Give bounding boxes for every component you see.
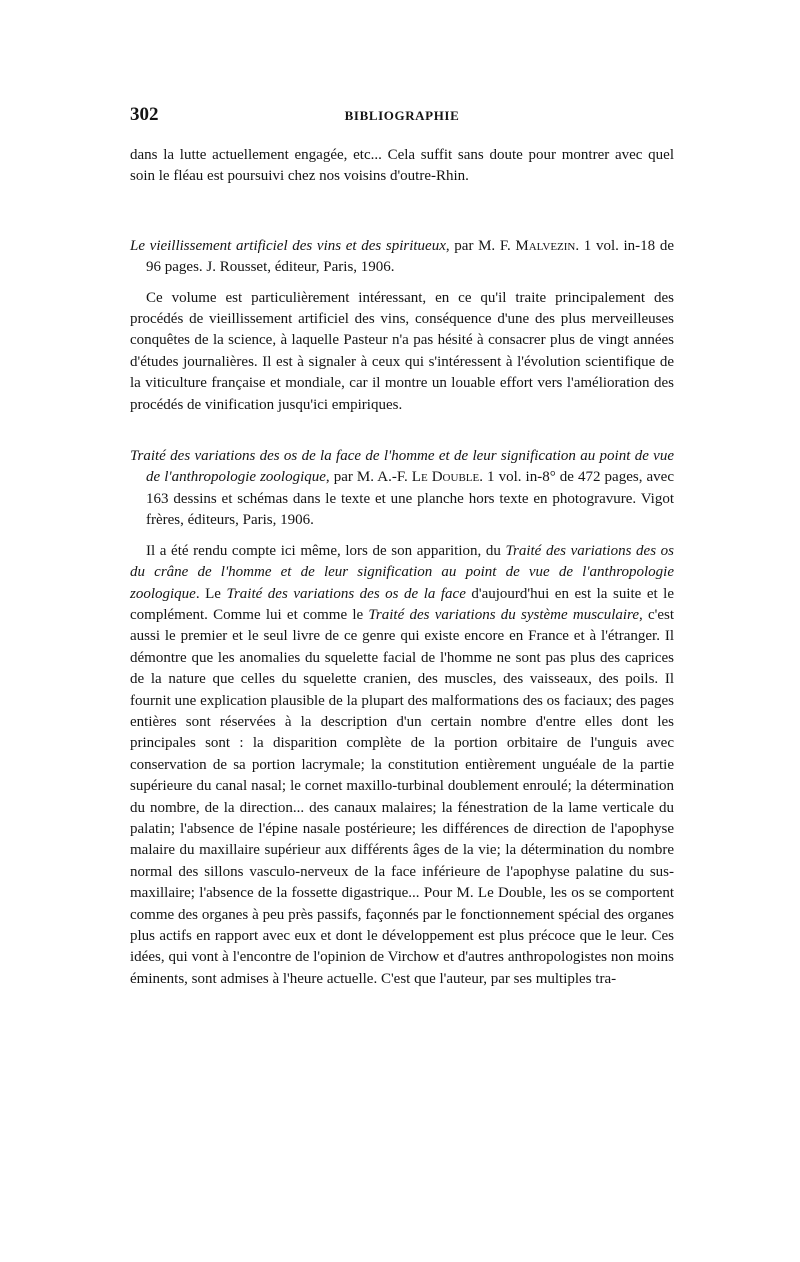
review-text: d'aujourd'hui en est la suite et le complément. Comme lui et comme le: [130, 585, 674, 623]
cited-title: Traité des variations des os de la face: [226, 585, 466, 602]
entry-author: Le Double: [411, 469, 480, 486]
entry-by: , par M. A.-F.: [325, 469, 412, 486]
review-paragraph-vieillissement: Ce volume est particulièrement intéressant, en ce qu'il traite principalement des procédés de vieillissement artificiel des vins, conséquence d'une des plus merveilleuses conquêtes de la science, à laquelle Pasteur n'a pas hésité à consacrer plus de vingt années d'études journalières. Il est à signaler à ceux qui s'intéressent à l'évolution scientifique de la viticulture française et mondiale, car il montre un louable effort vers l'amélioration des procédés de vinification jusqu'ici empiriques.: [130, 289, 674, 413]
entry-title: Le vieillissement artificiel des vins et des spiritueux: [130, 237, 446, 254]
entry-by: , par M. F.: [445, 237, 516, 254]
review-text: Il a été rendu compte ici même, lors de son apparition, du: [146, 542, 506, 559]
page-header: [130, 104, 674, 130]
entry-details: . 1 vol. in-18 de 96 pages. J. Rousset, éditeur, Paris, 1906.: [146, 237, 674, 276]
entry-author: Malvezin: [515, 237, 576, 254]
review-paragraph-traite: [130, 541, 674, 991]
running-head: BIBLIOGRAPHIE: [344, 108, 460, 123]
cited-title: Traité des variations du système musculaire: [368, 606, 639, 623]
book-page: [130, 104, 674, 990]
entry-title: Traité des variations des os de la face de l'homme et de leur signification au point de vue de l'anthropologie zoologique: [130, 448, 674, 486]
bibliographic-entry-traite: [130, 446, 674, 532]
continued-paragraph: dans la lutte actuellement engagée, etc... Cela suffit sans doute pour montrer avec quel soin le fléau est poursuivi chez nos voisins d'outre-Rhin.: [130, 147, 674, 185]
review-text: , c'est aussi le premier et le seul livre de ce genre qui existe encore en France et à l'étranger. Il démontre que les anomalies du squelette facial de l'homme ne sont pas plus des caprices de la nature que celles du squelette cranien, des muscles, des vaisseaux, des poils. Il fournit une explication plausible de la plupart des malformations des os faciaux; des pages entières sont réservées à la description d'un certain nombre d'entre elles dont les principales sont : la disparition complète de la portion orbitaire de l'unguis avec conservation de sa portion lacrymale; la constitution entièrement unguéale de la partie supérieure du canal nasal; le cornet maxillo-turbinal doublement enroulé; la détermination du nombre, de la direction... des canaux malaires; la fénestration de la lame verticale du palatin; l'absence de l'épine nasale postérieure; les différences de direction de l'apophyse malaire du maxillaire supérieur aux différents âges de la vie; la détermination du nombre normal des sillons vasculo-nerveux de la face inférieure de l'apophyse palatine du sus-maxillaire; l'absence de la fossette digastrique... Pour M. Le Double, les os se comportent comme des organes à peu près passifs, façonnés par le fonctionnement spécial des organes plus actifs en rapport avec eux et dont le développement est plus précoce que le leur. Ces idées, qui vont à l'encontre de l'opinion de Virchow et d'autres anthropologistes non moins éminents, sont admises à l'heure actuelle. C'est que l'auteur, par ses multiples tra-: [130, 606, 674, 987]
bibliographic-entry-vieillissement: [130, 236, 674, 279]
review-text: . Le: [195, 585, 227, 602]
entry-details: . 1 vol. in-8° de 472 pages, avec 163 dessins et schémas dans le texte et une planche hors texte en photogravure. Vigot frères, éditeurs, Paris, 1906.: [146, 469, 674, 529]
page-number: 302: [130, 104, 159, 125]
cited-title: Traité des variations des os du crâne de l'homme et de leur signification au point de vue de l'anthropologie zoologique: [130, 542, 674, 602]
